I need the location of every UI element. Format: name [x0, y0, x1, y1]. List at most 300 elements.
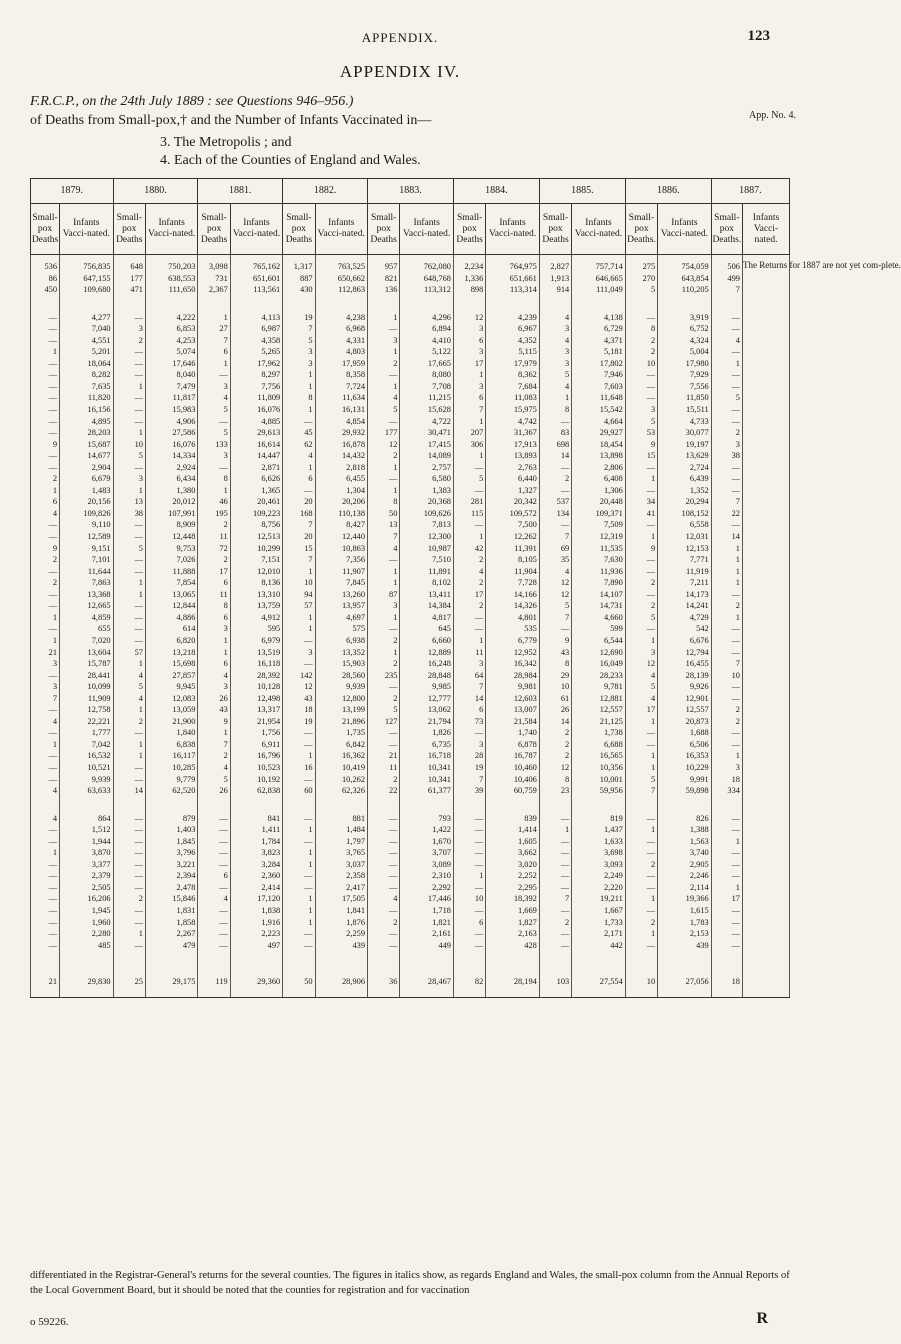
table-cell: 50 — [368, 508, 400, 520]
table-cell: 646,665 — [572, 273, 626, 285]
table-cell: 11,936 — [572, 566, 626, 578]
table-cell: — — [453, 859, 485, 871]
table-cell: 15,511 — [658, 404, 712, 416]
table-cell — [742, 774, 789, 786]
table-cell: — — [198, 462, 230, 474]
table-cell: 648,768 — [400, 273, 454, 285]
table-row — [31, 635, 790, 647]
table-cell: 4,886 — [145, 612, 197, 624]
table-cell: 3,037 — [315, 859, 367, 871]
table-cell: 94 — [283, 589, 315, 601]
table-cell: 1,797 — [315, 836, 367, 848]
table-cell: — — [198, 882, 230, 894]
table-cell: 8,427 — [315, 519, 367, 531]
table-cell: 26 — [539, 704, 571, 716]
table-cell: 109,572 — [486, 508, 540, 520]
table-cell: 14 — [539, 716, 571, 728]
table-cell: 3,823 — [230, 847, 282, 859]
table-cell: 11,535 — [572, 543, 626, 555]
table-cell: — — [368, 847, 400, 859]
table-cell: 12,844 — [145, 600, 197, 612]
table-cell: 599 — [572, 623, 626, 635]
table-cell: 42 — [453, 543, 485, 555]
table-cell: 2 — [368, 658, 400, 670]
table-cell: 13,957 — [315, 600, 367, 612]
table-cell: 4 — [625, 693, 657, 705]
table-row — [31, 255, 790, 273]
table-cell: 614 — [145, 623, 197, 635]
table-cell: — — [31, 704, 60, 716]
table-cell: — — [198, 836, 230, 848]
table-cell: 5 — [198, 404, 230, 416]
table-cell: 3,020 — [486, 859, 540, 871]
table-cell: 14,384 — [400, 600, 454, 612]
table-cell: 750,203 — [145, 255, 197, 273]
table-cell: 1,411 — [230, 824, 282, 836]
table-cell: 30,471 — [400, 427, 454, 439]
table-cell: 2,417 — [315, 882, 367, 894]
table-cell: 13,218 — [145, 647, 197, 659]
table-cell: 1 — [113, 739, 145, 751]
table-cell: 4,239 — [486, 312, 540, 324]
year-header: 1886. — [625, 179, 711, 204]
table-cell: 2 — [711, 716, 742, 728]
table-cell: 20,156 — [60, 496, 114, 508]
table-cell: 471 — [113, 284, 145, 296]
table-cell: 7,929 — [658, 369, 712, 381]
table-row — [31, 589, 790, 601]
table-cell: 8,297 — [230, 369, 282, 381]
table-cell: 3 — [453, 346, 485, 358]
table-cell: 4,238 — [315, 312, 367, 324]
table-cell: 1 — [453, 870, 485, 882]
table-cell — [742, 739, 789, 751]
table-cell: 4 — [625, 670, 657, 682]
table-cell: — — [283, 940, 315, 952]
spacer-cell — [572, 951, 626, 967]
table-cell: 21,954 — [230, 716, 282, 728]
table-cell: 5 — [113, 681, 145, 693]
table-cell: 2,763 — [486, 462, 540, 474]
table-cell: 7,042 — [60, 739, 114, 751]
table-cell: 8,756 — [230, 519, 282, 531]
table-cell: 7,890 — [572, 577, 626, 589]
table-cell — [742, 392, 789, 404]
table-cell: 4,358 — [230, 335, 282, 347]
table-cell: 2 — [113, 716, 145, 728]
smallpox-deaths-header: Small-pox Deaths — [198, 204, 230, 255]
table-cell: 11,644 — [60, 566, 114, 578]
table-cell — [742, 704, 789, 716]
table-cell: 756,835 — [60, 255, 114, 273]
smallpox-deaths-header: Small-pox Deaths — [283, 204, 315, 255]
table-cell: 5,115 — [486, 346, 540, 358]
table-cell: 12,440 — [315, 531, 367, 543]
table-cell: 8,358 — [315, 369, 367, 381]
table-cell: 103 — [539, 967, 571, 998]
table-cell: 2 — [539, 739, 571, 751]
table-cell: 430 — [283, 284, 315, 296]
table-cell: 109,223 — [230, 508, 282, 520]
table-cell: 4 — [113, 670, 145, 682]
table-cell: 1 — [453, 369, 485, 381]
table-cell: — — [711, 589, 742, 601]
table-cell: 6,968 — [315, 323, 367, 335]
table-cell: 21,584 — [486, 716, 540, 728]
table-cell: 12,153 — [658, 543, 712, 555]
table-cell: 3,098 — [198, 255, 230, 273]
table-cell — [742, 554, 789, 566]
table-cell: — — [113, 882, 145, 894]
table-cell: 17,120 — [230, 893, 282, 905]
table-cell: 107,991 — [145, 508, 197, 520]
table-cell: — — [453, 462, 485, 474]
table-cell: 10 — [711, 670, 742, 682]
table-cell: — — [31, 600, 60, 612]
table-cell: 4,222 — [145, 312, 197, 324]
table-cell: 1,831 — [145, 905, 197, 917]
table-cell: — — [31, 519, 60, 531]
table-row — [31, 335, 790, 347]
table-cell: 6,842 — [315, 739, 367, 751]
table-cell: 1 — [113, 381, 145, 393]
table-cell: 9,110 — [60, 519, 114, 531]
table-cell: — — [31, 762, 60, 774]
table-row — [31, 346, 790, 358]
table-cell: — — [539, 813, 571, 825]
table-cell: 35 — [539, 554, 571, 566]
table-cell: 7,845 — [315, 577, 367, 589]
table-cell: 1,688 — [658, 727, 712, 739]
table-cell: 2 — [711, 427, 742, 439]
table-cell: 499 — [711, 273, 742, 285]
table-cell: 7 — [283, 554, 315, 566]
table-cell: 5,181 — [572, 346, 626, 358]
footer-code: o 59226. — [30, 1316, 69, 1328]
table-cell: — — [198, 847, 230, 859]
table-cell: — — [453, 824, 485, 836]
table-cell: 29 — [539, 670, 571, 682]
table-cell: 16 — [283, 762, 315, 774]
table-cell: 6,688 — [572, 739, 626, 751]
table-cell: 3 — [198, 681, 230, 693]
table-cell: 10,299 — [230, 543, 282, 555]
table-cell: 4,138 — [572, 312, 626, 324]
table-cell: 30,077 — [658, 427, 712, 439]
table-cell: 13,062 — [400, 704, 454, 716]
table-cell: — — [711, 623, 742, 635]
table-cell: 16,049 — [572, 658, 626, 670]
statistics-table — [30, 178, 901, 998]
table-cell: 4 — [368, 543, 400, 555]
table-cell: 15,846 — [145, 893, 197, 905]
spacer-cell — [368, 296, 400, 312]
table-cell: 3 — [453, 381, 485, 393]
table-cell: 10 — [625, 967, 657, 998]
table-cell: 14 — [113, 785, 145, 797]
year-header: 1887. — [711, 179, 789, 204]
table-cell: 1,669 — [486, 905, 540, 917]
table-cell: 21 — [368, 750, 400, 762]
smallpox-deaths-header: Small-pox Deaths — [113, 204, 145, 255]
table-cell: 11,809 — [230, 392, 282, 404]
table-cell: 17 — [711, 893, 742, 905]
table-row — [31, 785, 790, 797]
table-row — [31, 600, 790, 612]
table-cell: — — [31, 312, 60, 324]
table-row — [31, 427, 790, 439]
table-cell: 6 — [453, 392, 485, 404]
table-cell: 28,560 — [315, 670, 367, 682]
table-cell: 6,676 — [658, 635, 712, 647]
table-cell: 14,432 — [315, 450, 367, 462]
table-cell: 28,984 — [486, 670, 540, 682]
table-cell: 4 — [31, 716, 60, 728]
table-cell: 6,752 — [658, 323, 712, 335]
table-cell: 21 — [31, 967, 60, 998]
table-cell: 1,783 — [658, 917, 712, 929]
table-cell: — — [711, 859, 742, 871]
table-cell: 115 — [453, 508, 485, 520]
table-cell: 575 — [315, 623, 367, 635]
table-cell: 1 — [113, 704, 145, 716]
table-cell: 29,613 — [230, 427, 282, 439]
table-cell: — — [113, 612, 145, 624]
table-cell: 8,102 — [400, 577, 454, 589]
table-cell: 821 — [368, 273, 400, 285]
table-cell: 5 — [453, 473, 485, 485]
table-cell: 645 — [400, 623, 454, 635]
table-cell: 4 — [198, 893, 230, 905]
table-cell: 7 — [31, 693, 60, 705]
table-cell: 3,284 — [230, 859, 282, 871]
table-cell: 655 — [60, 623, 114, 635]
table-cell: 2,153 — [658, 928, 712, 940]
table-cell: 1,838 — [230, 905, 282, 917]
table-cell: 1 — [283, 824, 315, 836]
table-cell: 7 — [453, 681, 485, 693]
table-cell: 1 — [368, 346, 400, 358]
table-cell: 13,411 — [400, 589, 454, 601]
table-cell: 479 — [145, 940, 197, 952]
table-cell: 12,319 — [572, 531, 626, 543]
table-cell: — — [368, 882, 400, 894]
table-cell: 1,380 — [145, 485, 197, 497]
table-cell: 1 — [711, 882, 742, 894]
table-cell: 17,415 — [400, 439, 454, 451]
subtitle: of Deaths from Small-pox,† and the Number of Infants Vaccinated in— — [30, 113, 432, 128]
table-cell: 4,729 — [658, 612, 712, 624]
table-cell: 2 — [198, 519, 230, 531]
table-cell: 3 — [368, 335, 400, 347]
table-cell: 16,614 — [230, 439, 282, 451]
table-cell: 8 — [625, 323, 657, 335]
table-cell: 1,327 — [486, 485, 540, 497]
table-cell: 5 — [368, 704, 400, 716]
table-cell: — — [539, 905, 571, 917]
table-cell: — — [625, 589, 657, 601]
table-cell: 1,605 — [486, 836, 540, 848]
year-header-row — [31, 179, 790, 204]
table-cell: 6,878 — [486, 739, 540, 751]
spacer-cell — [31, 296, 60, 312]
table-cell: 3 — [283, 346, 315, 358]
table-cell: 1,483 — [60, 485, 114, 497]
table-cell: 8 — [539, 404, 571, 416]
table-cell: 12,758 — [60, 704, 114, 716]
infants-vaccinated-header: Infants Vacci-nated. — [230, 204, 282, 255]
table-cell: 275 — [625, 255, 657, 273]
table-cell: 3 — [283, 647, 315, 659]
table-cell: 38 — [711, 450, 742, 462]
table-cell: 9,985 — [400, 681, 454, 693]
table-cell: — — [453, 519, 485, 531]
table-cell: 14,089 — [400, 450, 454, 462]
table-cell — [742, 847, 789, 859]
table-cell: 3,870 — [60, 847, 114, 859]
table-cell: 19 — [283, 716, 315, 728]
table-cell: 12,557 — [572, 704, 626, 716]
table-cell: 11 — [198, 531, 230, 543]
table-cell: — — [539, 847, 571, 859]
table-cell: 3 — [198, 381, 230, 393]
table-cell: 4 — [539, 381, 571, 393]
table-cell: 6,455 — [315, 473, 367, 485]
spacer-cell — [113, 797, 145, 813]
table-cell: 7,771 — [658, 554, 712, 566]
table-cell: 207 — [453, 427, 485, 439]
table-cell: 14 — [539, 450, 571, 462]
table-cell: 13,898 — [572, 450, 626, 462]
table-cell: 3,221 — [145, 859, 197, 871]
table-cell: 3 — [198, 450, 230, 462]
table-cell: 235 — [368, 670, 400, 682]
table-cell: 2,478 — [145, 882, 197, 894]
table-cell: 18 — [711, 774, 742, 786]
table-cell: 4,664 — [572, 416, 626, 428]
table-cell: — — [31, 392, 60, 404]
table-cell: 10,099 — [60, 681, 114, 693]
spacer-cell — [742, 797, 789, 813]
table-cell: 4,331 — [315, 335, 367, 347]
table-row — [31, 658, 790, 670]
spacer-cell — [572, 296, 626, 312]
table-cell: — — [31, 824, 60, 836]
table-cell: — — [198, 905, 230, 917]
table-cell: 1 — [31, 612, 60, 624]
table-cell: 765,162 — [230, 255, 282, 273]
table-cell: 1,826 — [400, 727, 454, 739]
table-cell: — — [113, 554, 145, 566]
table-cell: 20,342 — [486, 496, 540, 508]
spacer-cell — [742, 951, 789, 967]
table-cell: 1,422 — [400, 824, 454, 836]
table-cell: 1,756 — [230, 727, 282, 739]
table-row — [31, 727, 790, 739]
table-cell: — — [453, 905, 485, 917]
table-cell — [742, 496, 789, 508]
table-cell: 4,277 — [60, 312, 114, 324]
table-cell: 2 — [711, 704, 742, 716]
table-cell: 2,827 — [539, 255, 571, 273]
table-cell: — — [198, 813, 230, 825]
table-cell: — — [31, 369, 60, 381]
table-cell: 1 — [711, 750, 742, 762]
table-cell: 2,904 — [60, 462, 114, 474]
table-cell: 39 — [453, 785, 485, 797]
table-cell: 18,064 — [60, 358, 114, 370]
table-cell — [742, 589, 789, 601]
table-cell: 2 — [31, 554, 60, 566]
table-cell: 108,152 — [658, 508, 712, 520]
spacer-cell — [742, 296, 789, 312]
table-cell: 1 — [625, 716, 657, 728]
table-row — [31, 928, 790, 940]
table-cell: 6 — [198, 612, 230, 624]
table-cell: 3 — [539, 323, 571, 335]
table-cell — [742, 346, 789, 358]
table-cell: 3 — [453, 658, 485, 670]
table-cell: 21,896 — [315, 716, 367, 728]
table-cell: 5 — [625, 681, 657, 693]
table-cell: — — [113, 762, 145, 774]
table-cell: 3,765 — [315, 847, 367, 859]
table-cell: — — [625, 392, 657, 404]
table-cell: 1 — [625, 928, 657, 940]
table-cell: — — [198, 928, 230, 940]
table-row — [31, 519, 790, 531]
table-cell: 5,265 — [230, 346, 282, 358]
spacer-cell — [145, 296, 197, 312]
table-cell: 113,312 — [400, 284, 454, 296]
table-cell: — — [113, 416, 145, 428]
table-cell: 2,246 — [658, 870, 712, 882]
table-cell: 13 — [113, 496, 145, 508]
table-cell: 6,729 — [572, 323, 626, 335]
table-cell: 6,853 — [145, 323, 197, 335]
table-cell: — — [198, 859, 230, 871]
table-cell: 1 — [711, 836, 742, 848]
table-cell: — — [711, 824, 742, 836]
table-cell: 43 — [283, 693, 315, 705]
table-cell: 1 — [711, 612, 742, 624]
table-cell: 1,670 — [400, 836, 454, 848]
table-cell: 82 — [453, 967, 485, 998]
spacer-cell — [658, 296, 712, 312]
table-cell: — — [31, 882, 60, 894]
table-cell: 16,796 — [230, 750, 282, 762]
table-cell: 1,718 — [400, 905, 454, 917]
table-cell: — — [198, 416, 230, 428]
table-cell: 142 — [283, 670, 315, 682]
table-cell: 2,414 — [230, 882, 282, 894]
table-cell: — — [625, 462, 657, 474]
table-cell: 5 — [113, 450, 145, 462]
table-cell: 86 — [31, 273, 60, 285]
table-cell: 1 — [539, 392, 571, 404]
table-cell: 6 — [453, 335, 485, 347]
table-cell: 2,367 — [198, 284, 230, 296]
table-row — [31, 824, 790, 836]
table-cell: 506 — [711, 255, 742, 273]
table-cell: 7 — [283, 323, 315, 335]
table-cell: — — [113, 369, 145, 381]
table-cell: 12,557 — [658, 704, 712, 716]
table-cell: 1 — [113, 928, 145, 940]
table-cell: 61,377 — [400, 785, 454, 797]
table-cell: — — [453, 847, 485, 859]
table-cell: — — [31, 774, 60, 786]
